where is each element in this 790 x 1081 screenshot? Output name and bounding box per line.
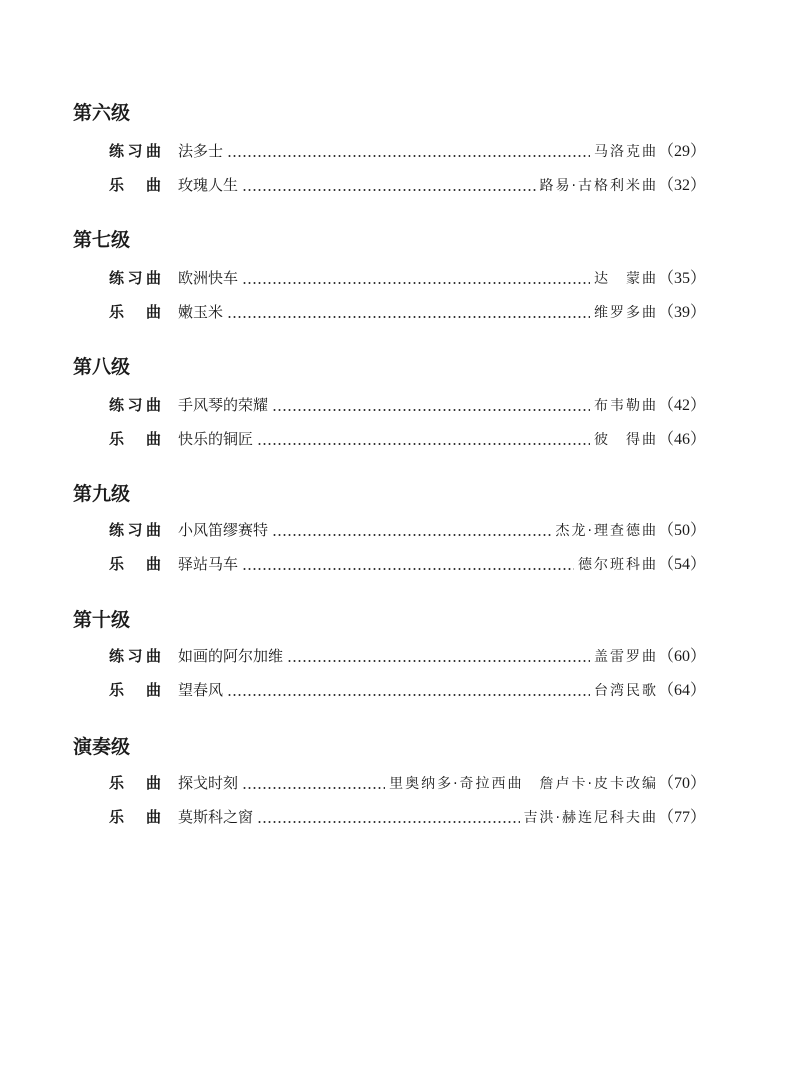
entry-title: 快乐的铜匠 <box>178 430 254 448</box>
entry-category: 乐 曲 <box>109 681 161 699</box>
entry-composer: 布韦勒曲 <box>593 398 658 414</box>
toc-entry <box>0 139 790 163</box>
level-heading: 第六级 <box>73 102 131 124</box>
entry-composer: 维罗多曲 <box>593 305 658 321</box>
entry-composer: 台湾民歌 <box>593 683 658 699</box>
dot-leader <box>242 771 385 795</box>
level-heading: 第七级 <box>73 229 131 251</box>
entry-title: 欧洲快车 <box>178 269 239 287</box>
toc-entry <box>0 427 790 451</box>
entry-page-number: （46） <box>657 431 706 448</box>
entry-category: 练 习 曲 <box>109 396 161 414</box>
entry-title: 莫斯科之窗 <box>178 808 254 826</box>
toc-entry <box>0 552 790 576</box>
dot-leader <box>242 173 536 197</box>
entry-category: 练 习 曲 <box>109 142 161 160</box>
entry-composer: 盖雷罗曲 <box>593 649 658 665</box>
toc-entry <box>0 300 790 324</box>
dot-leader <box>272 393 590 417</box>
entry-page-number: （29） <box>657 143 706 160</box>
toc-entry <box>0 644 790 668</box>
level-heading: 第九级 <box>73 483 131 505</box>
dot-leader <box>287 644 590 668</box>
entry-category: 乐 曲 <box>109 430 161 448</box>
dot-leader <box>227 678 590 702</box>
entry-title: 探戈时刻 <box>178 774 239 792</box>
entry-category: 乐 曲 <box>109 774 161 792</box>
toc-entry <box>0 805 790 829</box>
entry-page-number: （70） <box>657 775 706 792</box>
entry-composer: 彼 得曲 <box>593 432 658 448</box>
entry-composer: 马洛克曲 <box>593 144 658 160</box>
entry-title: 法多士 <box>178 142 224 160</box>
entry-page-number: （32） <box>657 177 706 194</box>
toc-entry <box>0 266 790 290</box>
dot-leader <box>242 552 574 576</box>
entry-composer: 德尔班科曲 <box>577 557 658 573</box>
entry-category: 乐 曲 <box>109 176 161 194</box>
entry-category: 乐 曲 <box>109 808 161 826</box>
entry-title: 嫩玉米 <box>178 303 224 321</box>
entry-page-number: （64） <box>657 682 706 699</box>
dot-leader <box>227 300 590 324</box>
entry-composer: 里奥纳多·奇拉西曲 詹卢卡·皮卡改编 <box>389 776 658 792</box>
entry-category: 乐 曲 <box>109 303 161 321</box>
level-heading: 第八级 <box>73 356 131 378</box>
entry-page-number: （39） <box>657 304 706 321</box>
entry-category: 练 习 曲 <box>109 647 161 665</box>
dot-leader <box>257 427 590 451</box>
entry-title: 玫瑰人生 <box>178 176 239 194</box>
toc-entry <box>0 678 790 702</box>
entry-title: 望春风 <box>178 681 224 699</box>
level-heading: 第十级 <box>73 609 131 631</box>
toc-entry <box>0 393 790 417</box>
level-heading: 演奏级 <box>73 736 131 758</box>
entry-page-number: （42） <box>657 397 706 414</box>
toc-entry <box>0 518 790 542</box>
entry-title: 小风笛缪赛特 <box>178 521 269 539</box>
entry-composer: 杰龙·理查德曲 <box>555 523 658 539</box>
dot-leader <box>227 139 590 163</box>
entry-category: 练 习 曲 <box>109 269 161 287</box>
entry-title: 手风琴的荣耀 <box>178 396 269 414</box>
entry-page-number: （35） <box>657 270 706 287</box>
entry-page-number: （54） <box>657 556 706 573</box>
entry-page-number: （50） <box>657 522 706 539</box>
entry-page-number: （60） <box>657 648 706 665</box>
dot-leader <box>242 266 590 290</box>
dot-leader <box>257 805 520 829</box>
entry-page-number: （77） <box>657 809 706 826</box>
entry-composer: 吉洪·赫连尼科夫曲 <box>523 810 658 826</box>
entry-title: 驿站马车 <box>178 555 239 573</box>
entry-title: 如画的阿尔加维 <box>178 647 284 665</box>
toc-entry <box>0 771 790 795</box>
entry-category: 练 习 曲 <box>109 521 161 539</box>
toc-entry <box>0 173 790 197</box>
entry-composer: 路易·古格利米曲 <box>539 178 658 194</box>
entry-category: 乐 曲 <box>109 555 161 573</box>
entry-composer: 达 蒙曲 <box>593 271 658 287</box>
dot-leader <box>272 518 552 542</box>
